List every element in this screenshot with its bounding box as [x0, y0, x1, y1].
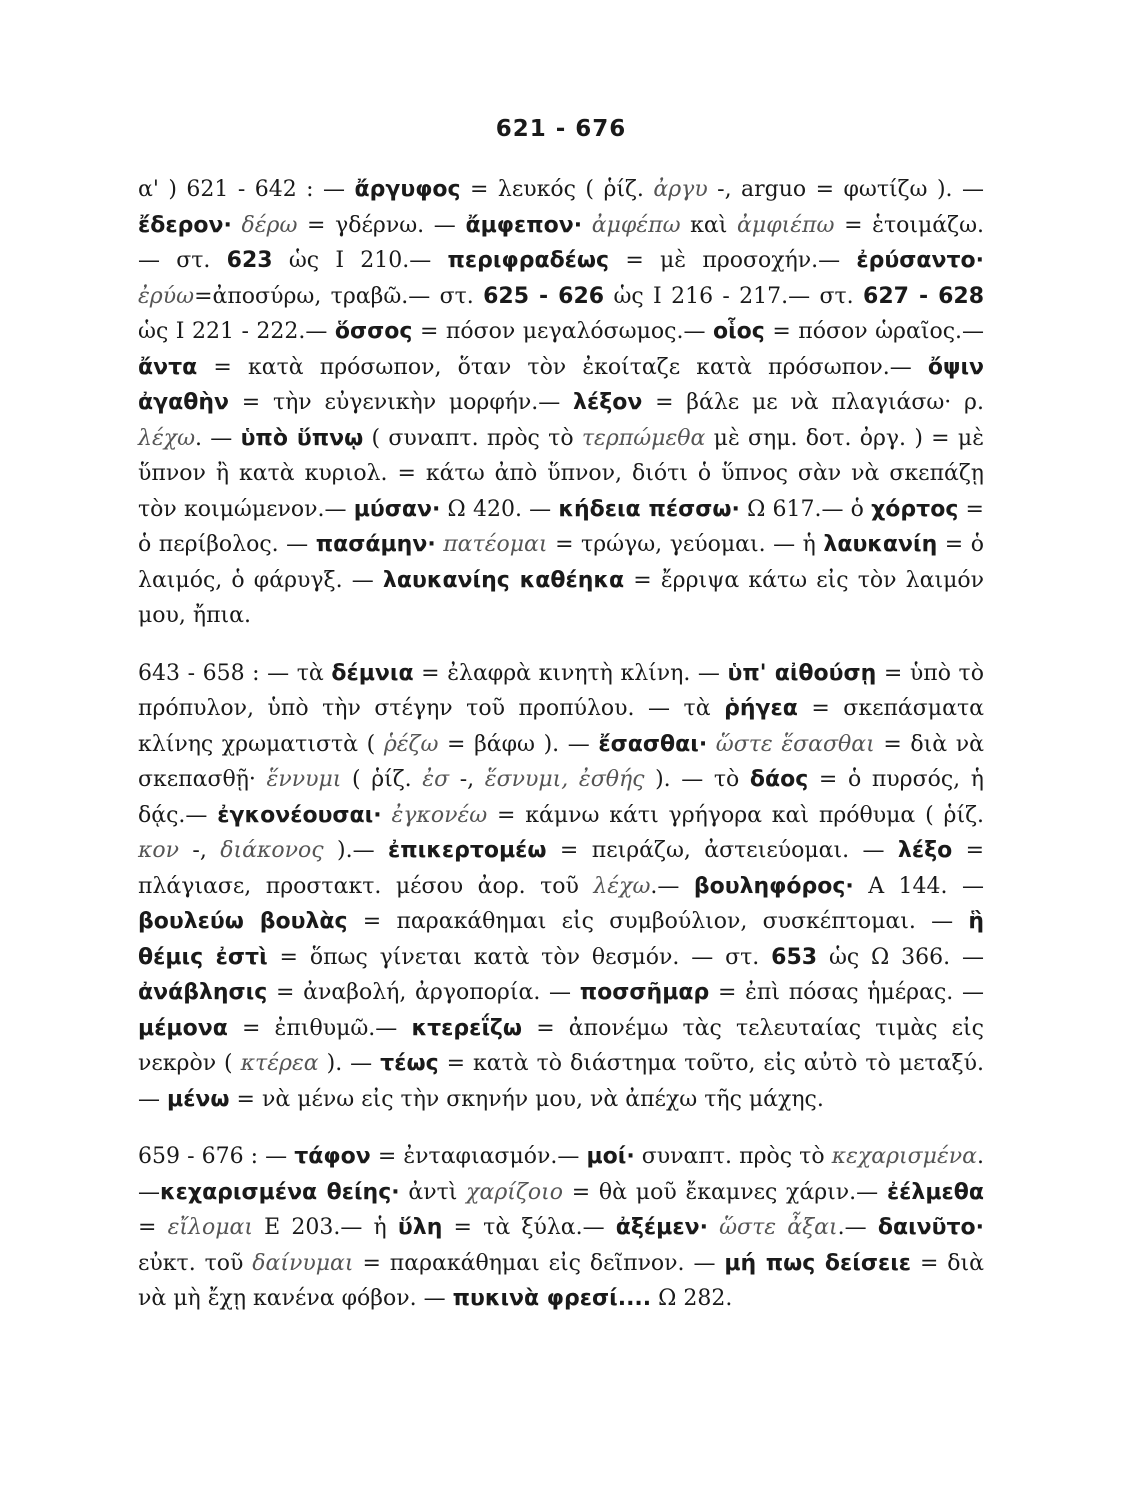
italic-term: κον — [138, 838, 180, 863]
headword: κήδεια πέσσω· — [558, 496, 740, 522]
italic-term: ἕσνυμι, ἐσθής — [484, 767, 645, 792]
italic-term: ὥστε ἕσασθαι — [715, 731, 875, 757]
gloss-text: = ὁ περίβολος. — — [138, 496, 984, 557]
gloss-text: = μὲ προσοχήν.— — [609, 248, 857, 273]
headword: δάος — [749, 767, 809, 792]
commentary-body — [138, 172, 984, 1317]
gloss-text: = ἐπιθυμῶ.— — [227, 1015, 412, 1041]
gloss-text: = ἑτοιμάζω. — στ. — [138, 212, 985, 273]
headword: ὕλη — [397, 1215, 443, 1240]
gloss-text: Ω 617.— ὁ — [739, 496, 872, 522]
gloss-text: Ε 203.— ἡ — [253, 1215, 398, 1240]
gloss-text: -, — [179, 838, 221, 863]
gloss-text: = βάφω ). — — [438, 731, 599, 757]
gloss-text: = ἀναβολή, ἀργοπορία. — — [267, 980, 580, 1005]
headword: ἐγκονέουσαι· — [217, 802, 382, 828]
paragraph-659-676 — [138, 1139, 984, 1317]
headword: μοί· — [586, 1144, 635, 1169]
headword: δαινῦτο· — [877, 1215, 984, 1240]
gloss-text — [582, 213, 592, 238]
gloss-text: 643 - 658 : — τὰ — [138, 660, 332, 686]
headword: λέξον — [573, 390, 643, 415]
headword: περιφραδέως — [447, 248, 610, 273]
gloss-text: ὡς Ι 210.— — [272, 248, 448, 273]
gloss-text: = — [138, 1215, 168, 1240]
gloss-text: = ἐλαφρὰ κινητὴ κλίνη. — — [413, 660, 728, 686]
headword: ὅσσος — [334, 319, 413, 344]
headword: ὑπ' αἰθούσῃ — [727, 660, 877, 686]
italic-term: ῥέζω — [383, 731, 439, 757]
gloss-text: .— — [650, 873, 694, 899]
gloss-text: ).— — [323, 838, 388, 863]
gloss-text: = ὅπως γίνεται κατὰ τὸν θεσμόν. — στ. — [267, 944, 772, 970]
headword: τέως — [380, 1051, 439, 1076]
headword: ποσσῆμαρ — [579, 980, 710, 1005]
gloss-text: ὡς Ω 366. — — [817, 944, 984, 970]
gloss-text: = θὰ μοῦ ἔκαμνες χάριν.— — [562, 1179, 887, 1205]
gloss-text: = νὰ μένω εἰς τὴν σκηνήν μου, νὰ ἀπέχω τῆς μάχης. — [229, 1086, 824, 1112]
headword: ὄψιν ἀγαθὴν — [138, 354, 984, 415]
page-header: 621 - 676 — [495, 116, 627, 142]
gloss-text: = κάμνω κάτι γρήγορα καὶ πρόθυμα ( ῥίζ. — [487, 802, 984, 828]
headword: ἐέλμεθα — [886, 1179, 985, 1205]
italic-term: ἐγκονέω — [391, 802, 488, 828]
italic-term: ἐσ — [422, 767, 450, 792]
headword: ἔσασθαι· — [598, 731, 708, 757]
gloss-text: ). — — [318, 1051, 381, 1076]
italic-term: τερπώμεθα — [581, 425, 706, 451]
italic-term: διάκονος — [220, 838, 324, 863]
headword: ἄντα — [138, 354, 198, 380]
gloss-text: ὡς Ι 221 - 222.— — [138, 319, 335, 344]
italic-term: ἀργυ — [653, 177, 708, 202]
gloss-text — [382, 803, 392, 828]
italic-term: λέχω — [138, 425, 196, 451]
gloss-text: = κατὰ τὸ διάστημα τοῦτο, εἰς αὐτὸ τὸ μεταξύ. — — [138, 1051, 984, 1112]
gloss-text: = παρακάθημαι εἰς συμβούλιον, συσκέπτομαι. — — [347, 909, 969, 934]
italic-term: χαρίζοιο — [466, 1179, 563, 1205]
italic-term: εἴλομαι — [167, 1215, 254, 1240]
gloss-text: = σκεπάσματα κλίνης χρωματιστὰ ( — [138, 696, 984, 757]
headword: 623 — [226, 248, 273, 273]
gloss-text: = ὁ πυρσός, ἡ δᾴς.— — [138, 767, 984, 828]
headword: βουληφόρος· — [693, 873, 854, 899]
headword: 653 — [771, 944, 818, 970]
italic-term: κεχαρισμένα — [831, 1144, 977, 1169]
paragraph-621-642 — [138, 172, 984, 634]
italic-term: ὥστε ἆξαι — [719, 1215, 838, 1240]
headword: ἄμφεπον· — [465, 212, 583, 238]
headword: μένω — [167, 1086, 230, 1112]
headword: ἣ θέμις ἐστὶ — [138, 909, 984, 970]
headword: τάφον — [294, 1144, 371, 1169]
gloss-text: 659 - 676 : — — [138, 1144, 295, 1169]
gloss-text: = διὰ νὰ μὴ ἔχῃ κανένα φόβον. — — [138, 1250, 985, 1311]
italic-term: ἐρύω — [138, 283, 195, 309]
gloss-text: = τὴν εὐγενικὴν μορφήν.— — [228, 390, 574, 415]
italic-term: ἕννυμι — [266, 767, 342, 792]
gloss-text: = πλάγιασε, προστακτ. μέσου ἀορ. τοῦ — [138, 838, 985, 899]
gloss-text: ). — τὸ — [644, 767, 750, 792]
gloss-text: =ἀποσύρω, τραβῶ.— στ. — [194, 283, 484, 309]
gloss-text: = ἔρριψα κάτω εἰς τὸν λαιμόν μου, ἤπια. — [138, 567, 985, 628]
italic-term: πατέομαι — [443, 532, 548, 557]
gloss-text: Α 144. — — [853, 873, 985, 899]
headword: λαυκανίης καθέηκα — [382, 567, 625, 593]
headword: ἀνάβλησις — [138, 980, 268, 1005]
gloss-text: ὡς Ι 216 - 217.— στ. — [604, 283, 864, 309]
headword: ἔδερον· — [138, 212, 232, 238]
gloss-text: συναπτ. πρὸς τὸ — [634, 1144, 832, 1169]
gloss-text — [707, 732, 716, 757]
gloss-text: .— — [138, 1144, 984, 1205]
headword: οἷος — [712, 319, 765, 344]
gloss-text: .— — [837, 1215, 878, 1240]
headword: κεχαρισμένα θείης· — [160, 1179, 400, 1205]
headword: χόρτος — [871, 496, 959, 522]
gloss-text: = γδέρνω. — — [297, 212, 466, 238]
headword: ὑπὸ ὕπνῳ — [240, 425, 364, 451]
gloss-text: ( ῥίζ. — [341, 767, 423, 792]
headword: μύσαν· — [353, 496, 441, 522]
headword: 627 - 628 — [863, 283, 984, 309]
gloss-text: -, — [449, 767, 485, 792]
gloss-text: -, arguo = φωτίζω ). — — [707, 177, 984, 202]
gloss-text: = παρακάθημαι εἰς δεῖπνον. — — [353, 1250, 725, 1276]
gloss-text: = πειράζω, ἀστειεύομαι. — — [546, 838, 898, 863]
gloss-text: = ὑπὸ τὸ πρόπυλον, ὑπὸ τὴν στέγην τοῦ προπύλου. — τὰ — [138, 660, 984, 721]
gloss-text: εὐκτ. τοῦ — [138, 1250, 253, 1276]
headword: μή πως δείσειε — [724, 1250, 912, 1276]
gloss-text: = τρώγω, γεύομαι. — ἡ — [547, 532, 824, 557]
headword: ἐρύσαντο· — [856, 248, 984, 273]
gloss-text: Ω 420. — — [440, 496, 559, 522]
gloss-text: ἀντὶ — [399, 1179, 467, 1205]
headword: ῥήγεα — [724, 696, 798, 721]
gloss-text: = ἐνταφιασμόν.— — [370, 1144, 587, 1169]
gloss-text — [708, 1215, 719, 1240]
headword: ἀξέμεν· — [615, 1215, 708, 1240]
gloss-text: = πόσον μεγαλόσωμος.— — [412, 319, 713, 344]
italic-term: δαίνυμαι — [252, 1250, 354, 1276]
gloss-text: Ω 282. — [651, 1286, 733, 1311]
paragraph-643-658 — [138, 656, 984, 1118]
italic-term: κτέρεα — [240, 1051, 319, 1076]
gloss-text: = ἀπονέμω τὰς τελευταίας τιμὰς εἰς νεκρὸν ( — [138, 1015, 985, 1076]
gloss-text: = κατὰ πρόσωπον, ὅταν τὸν ἐκοίταζε κατὰ πρόσωπον.— — [197, 354, 928, 380]
headword: μέμονα — [138, 1015, 228, 1041]
headword: βουλεύω βουλὰς — [138, 909, 348, 934]
gloss-text: = τὰ ξύλα.— — [442, 1215, 616, 1240]
gloss-text: ( συναπτ. πρὸς τὸ — [363, 425, 582, 451]
gloss-text: = διὰ νὰ σκεπασθῇ· — [138, 731, 984, 792]
gloss-text: = ἐπὶ πόσας ἡμέρας. — — [709, 980, 984, 1005]
gloss-text: = πόσον ὡραῖος.— — [764, 319, 985, 344]
headword: λαυκανίη — [823, 532, 938, 557]
headword: ἐπικερτομέω — [387, 838, 547, 863]
gloss-text: α' ) 621 - 642 : — — [138, 177, 355, 202]
headword: λέξο — [897, 838, 953, 863]
headword: πυκινὰ φρεσί.... — [452, 1286, 652, 1311]
headword: δέμνια — [331, 660, 414, 686]
gloss-text: . — — [195, 425, 241, 451]
headword: πασάμην· — [315, 532, 436, 557]
headword: ἄργυφος — [354, 177, 461, 202]
italic-term: λέχω — [593, 873, 651, 899]
italic-term: δέρω — [241, 212, 298, 238]
gloss-text: = λευκός ( ῥίζ. — [460, 177, 654, 202]
italic-term: ἀμφιέπω — [737, 212, 835, 238]
headword: 625 - 626 — [483, 283, 605, 309]
gloss-text: = βάλε με νὰ πλαγιάσω· ρ. — [642, 390, 984, 415]
gloss-text: καὶ — [680, 212, 738, 238]
gloss-text: μὲ σημ. δοτ. ὀργ. ) = μὲ ὕπνον ἢ κατὰ κυριολ. = κάτω ἀπὸ ὕπνον, διότι ὁ ὕπνος σὰν νὰ σκεπάζῃ τὸν κοιμώμενον.— — [138, 425, 984, 522]
italic-term: ἀμφέπω — [591, 212, 681, 238]
headword: κτερεΐζω — [411, 1015, 523, 1041]
gloss-text: = ὁ λαιμός, ὁ φάρυγξ. — — [138, 532, 985, 593]
